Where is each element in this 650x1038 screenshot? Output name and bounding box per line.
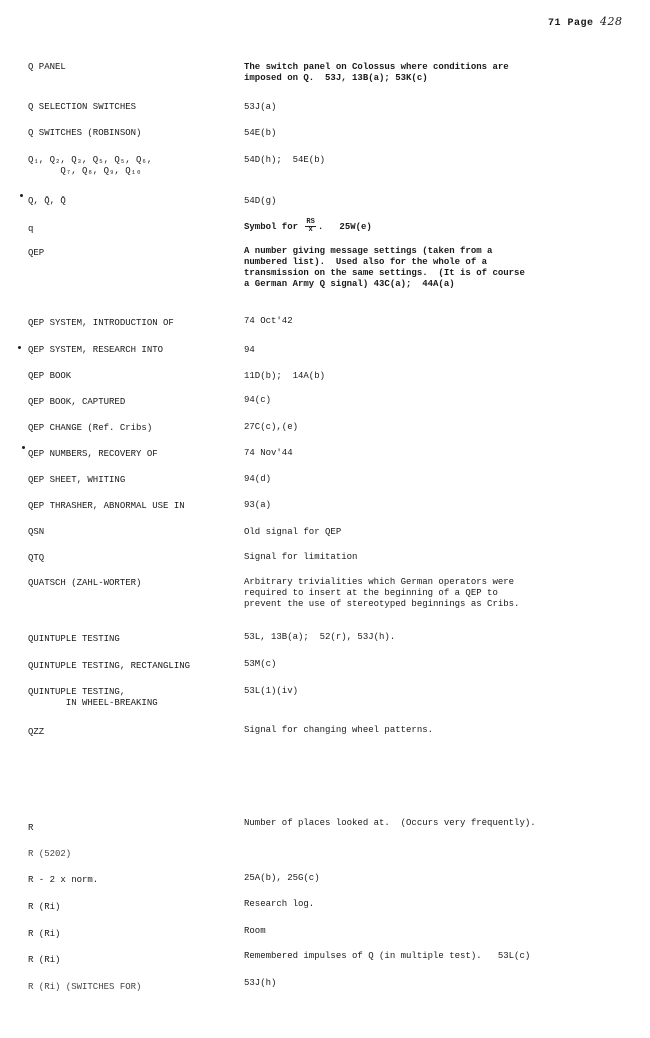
entry-term: QEP BOOK (28, 371, 72, 381)
entry-definition: Remembered impulses of Q (in multiple test). 53L(c) (244, 951, 531, 961)
entry-definition: Arbitrary trivialities which German operators were required to insert at the beginning of a QEP to prevent the use of stereotyped beginnings as Cribs. (244, 577, 520, 609)
entry-term: R (28, 823, 34, 833)
margin-mark (20, 194, 23, 197)
margin-mark (18, 346, 21, 349)
definition-text: Symbol for (244, 221, 299, 232)
entry-term: Q PANEL (28, 62, 66, 72)
entry-term: QZZ (28, 727, 45, 737)
entry-term: QTQ (28, 553, 45, 563)
entry-term: R (Ri) (28, 929, 61, 939)
entry-definition: 53L(1)(iv) (244, 686, 299, 696)
entry-term: QEP BOOK, CAPTURED (28, 397, 126, 407)
entry-definition: 53L, 13B(a); 52(r), 53J(h). (244, 632, 396, 642)
entry-definition: 74 Nov'44 (244, 448, 293, 458)
entry-term: Q SELECTION SWITCHES (28, 102, 137, 112)
entry-definition: 54D(h); 54E(b) (244, 155, 326, 165)
page-number-handwritten: 428 (600, 15, 623, 28)
fraction-numerator: RS (306, 218, 315, 226)
entry-definition: The switch panel on Colossus where conditions are imposed on Q. 53J, 13B(a); 53K(c) (244, 62, 509, 83)
entry-term: QUINTUPLE TESTING, RECTANGLING (28, 661, 191, 671)
entry-term: QEP THRASHER, ABNORMAL USE IN (28, 501, 185, 511)
entry-definition: A number giving message settings (taken from a numbered list). Used also for the whole of a transmission on the same settings. (It is of course a German Army Q signal) 43C(a); 44A(a) (244, 246, 525, 289)
page-number-prefix: 71 Page (548, 18, 594, 29)
entry-term: R - 2 x norm. (28, 875, 99, 885)
entry-term: Q SWITCHES (ROBINSON) (28, 128, 142, 138)
entry-definition: 53M(c) (244, 659, 277, 669)
entry-definition: Number of places looked at. (Occurs very frequently). (244, 818, 536, 828)
entry-definition: Room (244, 926, 266, 936)
entry-term: QEP SHEET, WHITING (28, 475, 126, 485)
entry-definition: 11D(b); 14A(b) (244, 371, 326, 381)
entry-definition: 94(c) (244, 395, 272, 405)
entry-definition: Signal for limitation (244, 552, 358, 562)
entry-term: QEP (28, 248, 45, 258)
entry-definition: Old signal for QEP (244, 527, 342, 537)
entry-definition: 93(a) (244, 500, 272, 510)
entry-term: R (5202) (28, 849, 72, 859)
entry-term: QEP SYSTEM, INTRODUCTION OF (28, 318, 174, 328)
entry-term: QEP NUMBERS, RECOVERY OF (28, 449, 158, 459)
entry-term: QEP CHANGE (Ref. Cribs) (28, 423, 153, 433)
entry-definition: Research log. (244, 899, 315, 909)
entry-definition: 27C(c),(e) (244, 422, 299, 432)
entry-term: QUATSCH (ZAHL-WORTER) (28, 578, 142, 588)
entry-definition: 53J(a) (244, 102, 277, 112)
entry-definition: 74 Oct'42 (244, 316, 293, 326)
entry-definition (244, 219, 634, 234)
entry-term: R (Ri) (SWITCHES FOR) (28, 982, 142, 992)
entry-definition: 53J(h) (244, 978, 277, 988)
definition-text: . 25W(e) (317, 221, 372, 232)
entry-term: QUINTUPLE TESTING (28, 634, 120, 644)
entry-definition: Signal for changing wheel patterns. (244, 725, 434, 735)
entry-definition: 94(d) (244, 474, 272, 484)
margin-mark (22, 446, 25, 449)
entry-term: QUINTUPLE TESTING, IN WHEEL-BREAKING (28, 687, 158, 708)
entry-term: R (Ri) (28, 955, 61, 965)
entry-term: QSN (28, 527, 45, 537)
entry-term: QEP SYSTEM, RESEARCH INTO (28, 345, 164, 355)
entry-term: q (28, 224, 34, 234)
fraction (305, 219, 315, 234)
entry-term: Q₁, Q₂, Q₃, Q₅, Q₅, Q₆, Q₇, Q₈, Q₉, Q₁₀ (28, 155, 153, 176)
entry-definition: 94 (244, 345, 255, 355)
entry-term: Q, Q̄, Q̄ (28, 196, 66, 206)
entry-definition: 54D(g) (244, 196, 277, 206)
page-number (548, 15, 623, 29)
fraction-denominator: x (308, 226, 313, 234)
entry-definition: 25A(b), 25G(c) (244, 873, 320, 883)
entry-term: R (Ri) (28, 902, 61, 912)
entry-definition: 54E(b) (244, 128, 277, 138)
